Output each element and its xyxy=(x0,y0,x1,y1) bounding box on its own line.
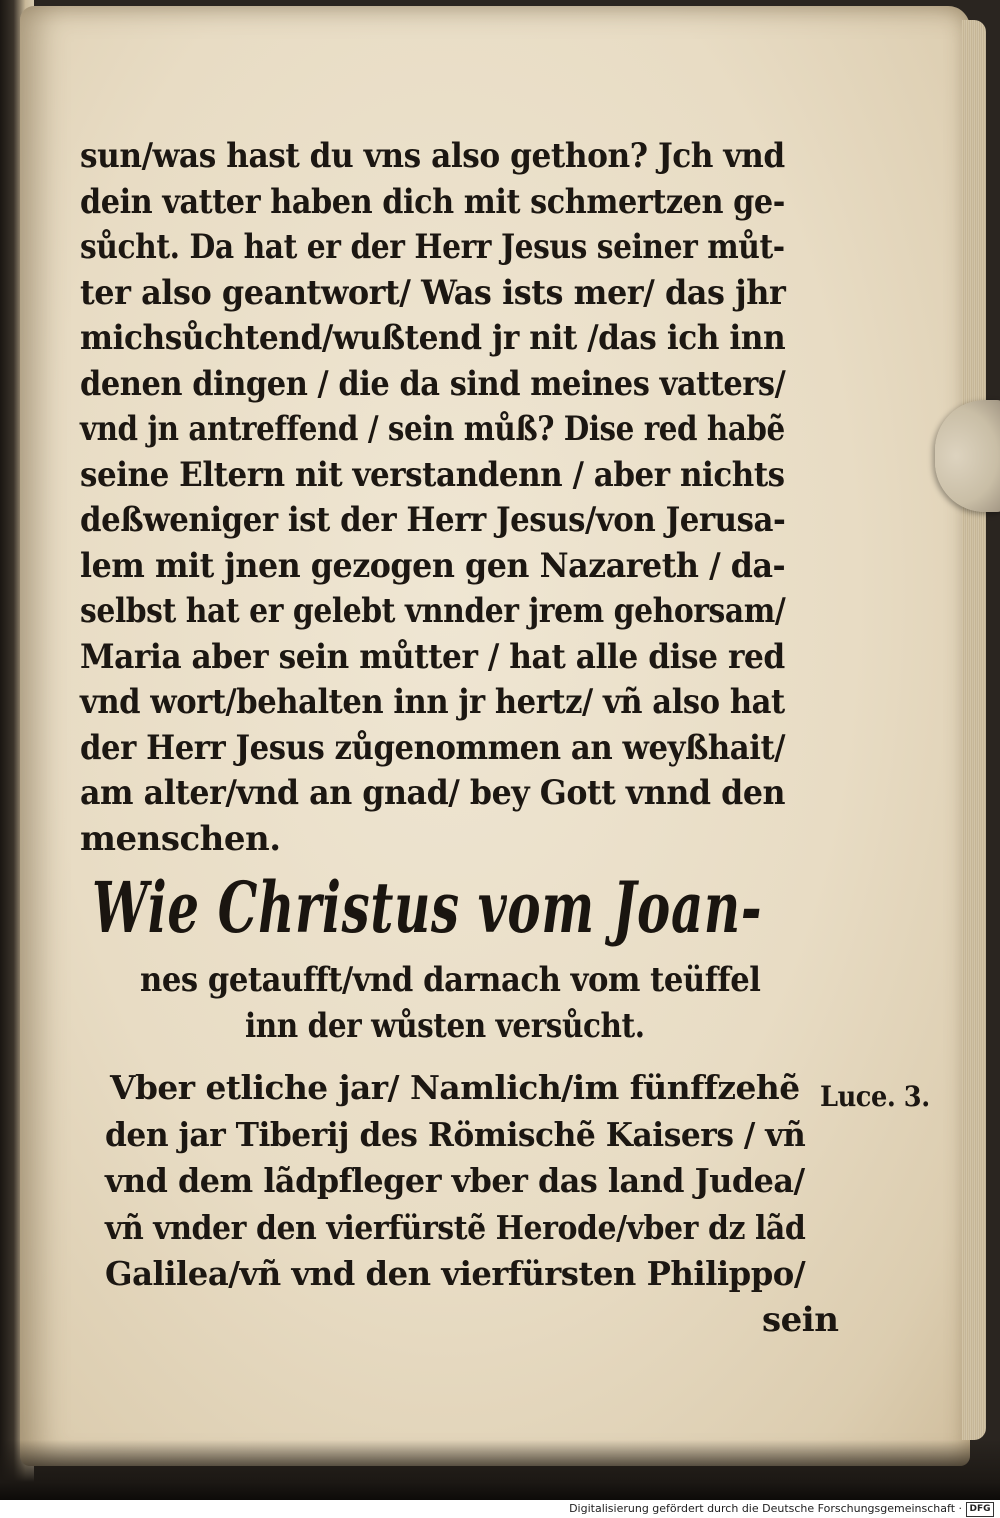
text-line: selbst hat er gelebt vnnder jrem gehorsam/ xyxy=(80,591,786,631)
text-line: michsůchtend/wußtend jr nit /das ich inn xyxy=(80,318,786,358)
text-line: seine Eltern nit verstandenn / aber nichts xyxy=(80,454,785,495)
text-line: sun/was hast du vns also gethon? Jch vnd xyxy=(80,136,785,176)
catchword: sein xyxy=(762,1300,839,1340)
text-line: sůcht. Da hat er der Herr Jesus seiner můt- xyxy=(80,227,785,267)
marginal-note: Luce. 3. xyxy=(820,1080,930,1113)
section-heading: Wie Christus vom Joan- xyxy=(92,866,763,949)
text-line: menschen. xyxy=(80,818,281,859)
text-line: vñ vnder den vierfürstẽ Herode/vber dz lãd xyxy=(105,1207,806,1247)
text-line: dein vatter haben dich mit schmertzen ge- xyxy=(80,181,785,222)
dfg-logo-icon: DFG xyxy=(966,1502,994,1517)
text-line: Vber etliche jar/ Namlich/im fünffzehẽ xyxy=(110,1068,800,1107)
text-line: Maria aber sein můtter / hat alle dise red xyxy=(80,636,785,677)
footer-bar xyxy=(0,1500,1000,1518)
footer-credit: Digitalisierung gefördert durch die Deutsche Forschungsgemeinschaft · xyxy=(569,1502,962,1515)
text-line: ter also geantwort/ Was ists mer/ das jhr xyxy=(80,272,786,313)
text-line: inn der wůsten versůcht. xyxy=(245,1006,645,1046)
text-line: nes getaufft/vnd darnach vom teüffel xyxy=(140,960,761,1000)
text-line: am alter/vnd an gnad/ bey Gott vnnd den xyxy=(80,773,786,813)
text-line: den jar Tiberij des Römischẽ Kaisers / vñ xyxy=(105,1114,806,1154)
text-line: Galilea/vñ vnd den vierfürsten Philippo/ xyxy=(105,1254,806,1293)
text-line: vnd dem lãdpfleger vber das land Judea/ xyxy=(105,1161,805,1200)
text-line: der Herr Jesus zůgenommen an weyßhait/ xyxy=(80,727,785,768)
text-line: deßweniger ist der Herr Jesus/von Jerusa- xyxy=(80,500,786,540)
bottom-shadow xyxy=(0,1440,1000,1500)
text-line: denen dingen / die da sind meines vatters/ xyxy=(80,363,786,404)
text-line: vnd jn antreffend / sein můß? Dise red habẽ xyxy=(80,409,785,449)
text-line: vnd wort/behalten inn jr hertz/ vñ also hat xyxy=(80,682,785,722)
text-line: lem mit jnen gezogen gen Nazareth / da- xyxy=(80,545,786,586)
